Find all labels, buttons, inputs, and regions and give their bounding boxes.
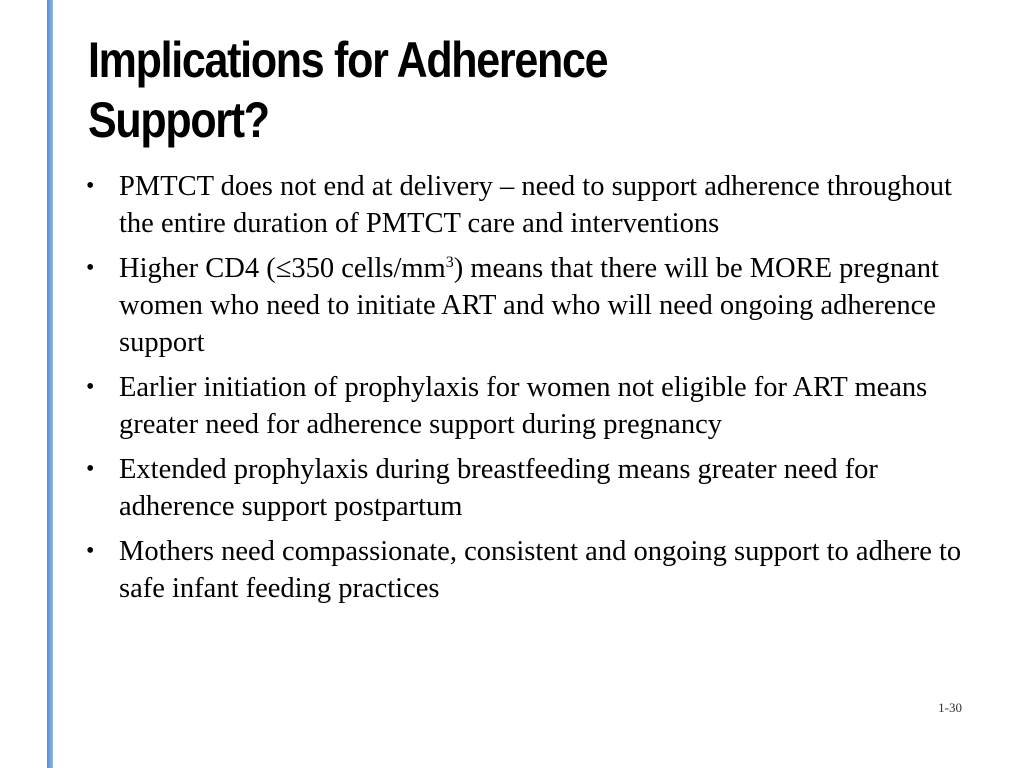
bullet-text: Mothers need compassionate, consistent and ongoing support to adhere to safe infant feeding practices bbox=[119, 536, 962, 604]
bullet-dot-icon: • bbox=[86, 374, 95, 400]
slide-title-line-2: Support? bbox=[88, 92, 269, 148]
left-accent-bar bbox=[47, 0, 53, 768]
bullet-item bbox=[86, 369, 966, 443]
bullet-dot-icon: • bbox=[86, 173, 95, 199]
superscript-exponent: 3 bbox=[445, 254, 454, 271]
bullet-text: Extended prophylaxis during breastfeeding means greater need for adherence support postpartum bbox=[119, 454, 878, 522]
bullet-dot-icon: • bbox=[86, 456, 95, 482]
slide-number: 1-30 bbox=[938, 700, 962, 715]
bullet-text-before-superscript: Higher CD4 (≤350 cells/mm bbox=[119, 253, 446, 284]
bullet-text: PMTCT does not end at delivery – need to support adherence throughout the entire duration of PMTCT care and interventions bbox=[119, 171, 952, 239]
bullet-item bbox=[86, 250, 966, 361]
bullet-dot-icon: • bbox=[86, 538, 95, 564]
bullet-list bbox=[86, 168, 966, 615]
bullet-text-after-superscript: ) means that there will be MORE pregnant women who need to initiate ART and who will need ongoing adherence support bbox=[119, 253, 939, 358]
slide-title bbox=[88, 30, 845, 150]
slide-title-line-1: Implications for Adherence bbox=[88, 32, 608, 88]
bullet-item bbox=[86, 168, 966, 242]
bullet-item bbox=[86, 533, 966, 607]
bullet-dot-icon: • bbox=[86, 255, 95, 281]
bullet-text: Earlier initiation of prophylaxis for women not eligible for ART means greater need for adherence support during pregnancy bbox=[119, 372, 928, 440]
bullet-item bbox=[86, 451, 966, 525]
